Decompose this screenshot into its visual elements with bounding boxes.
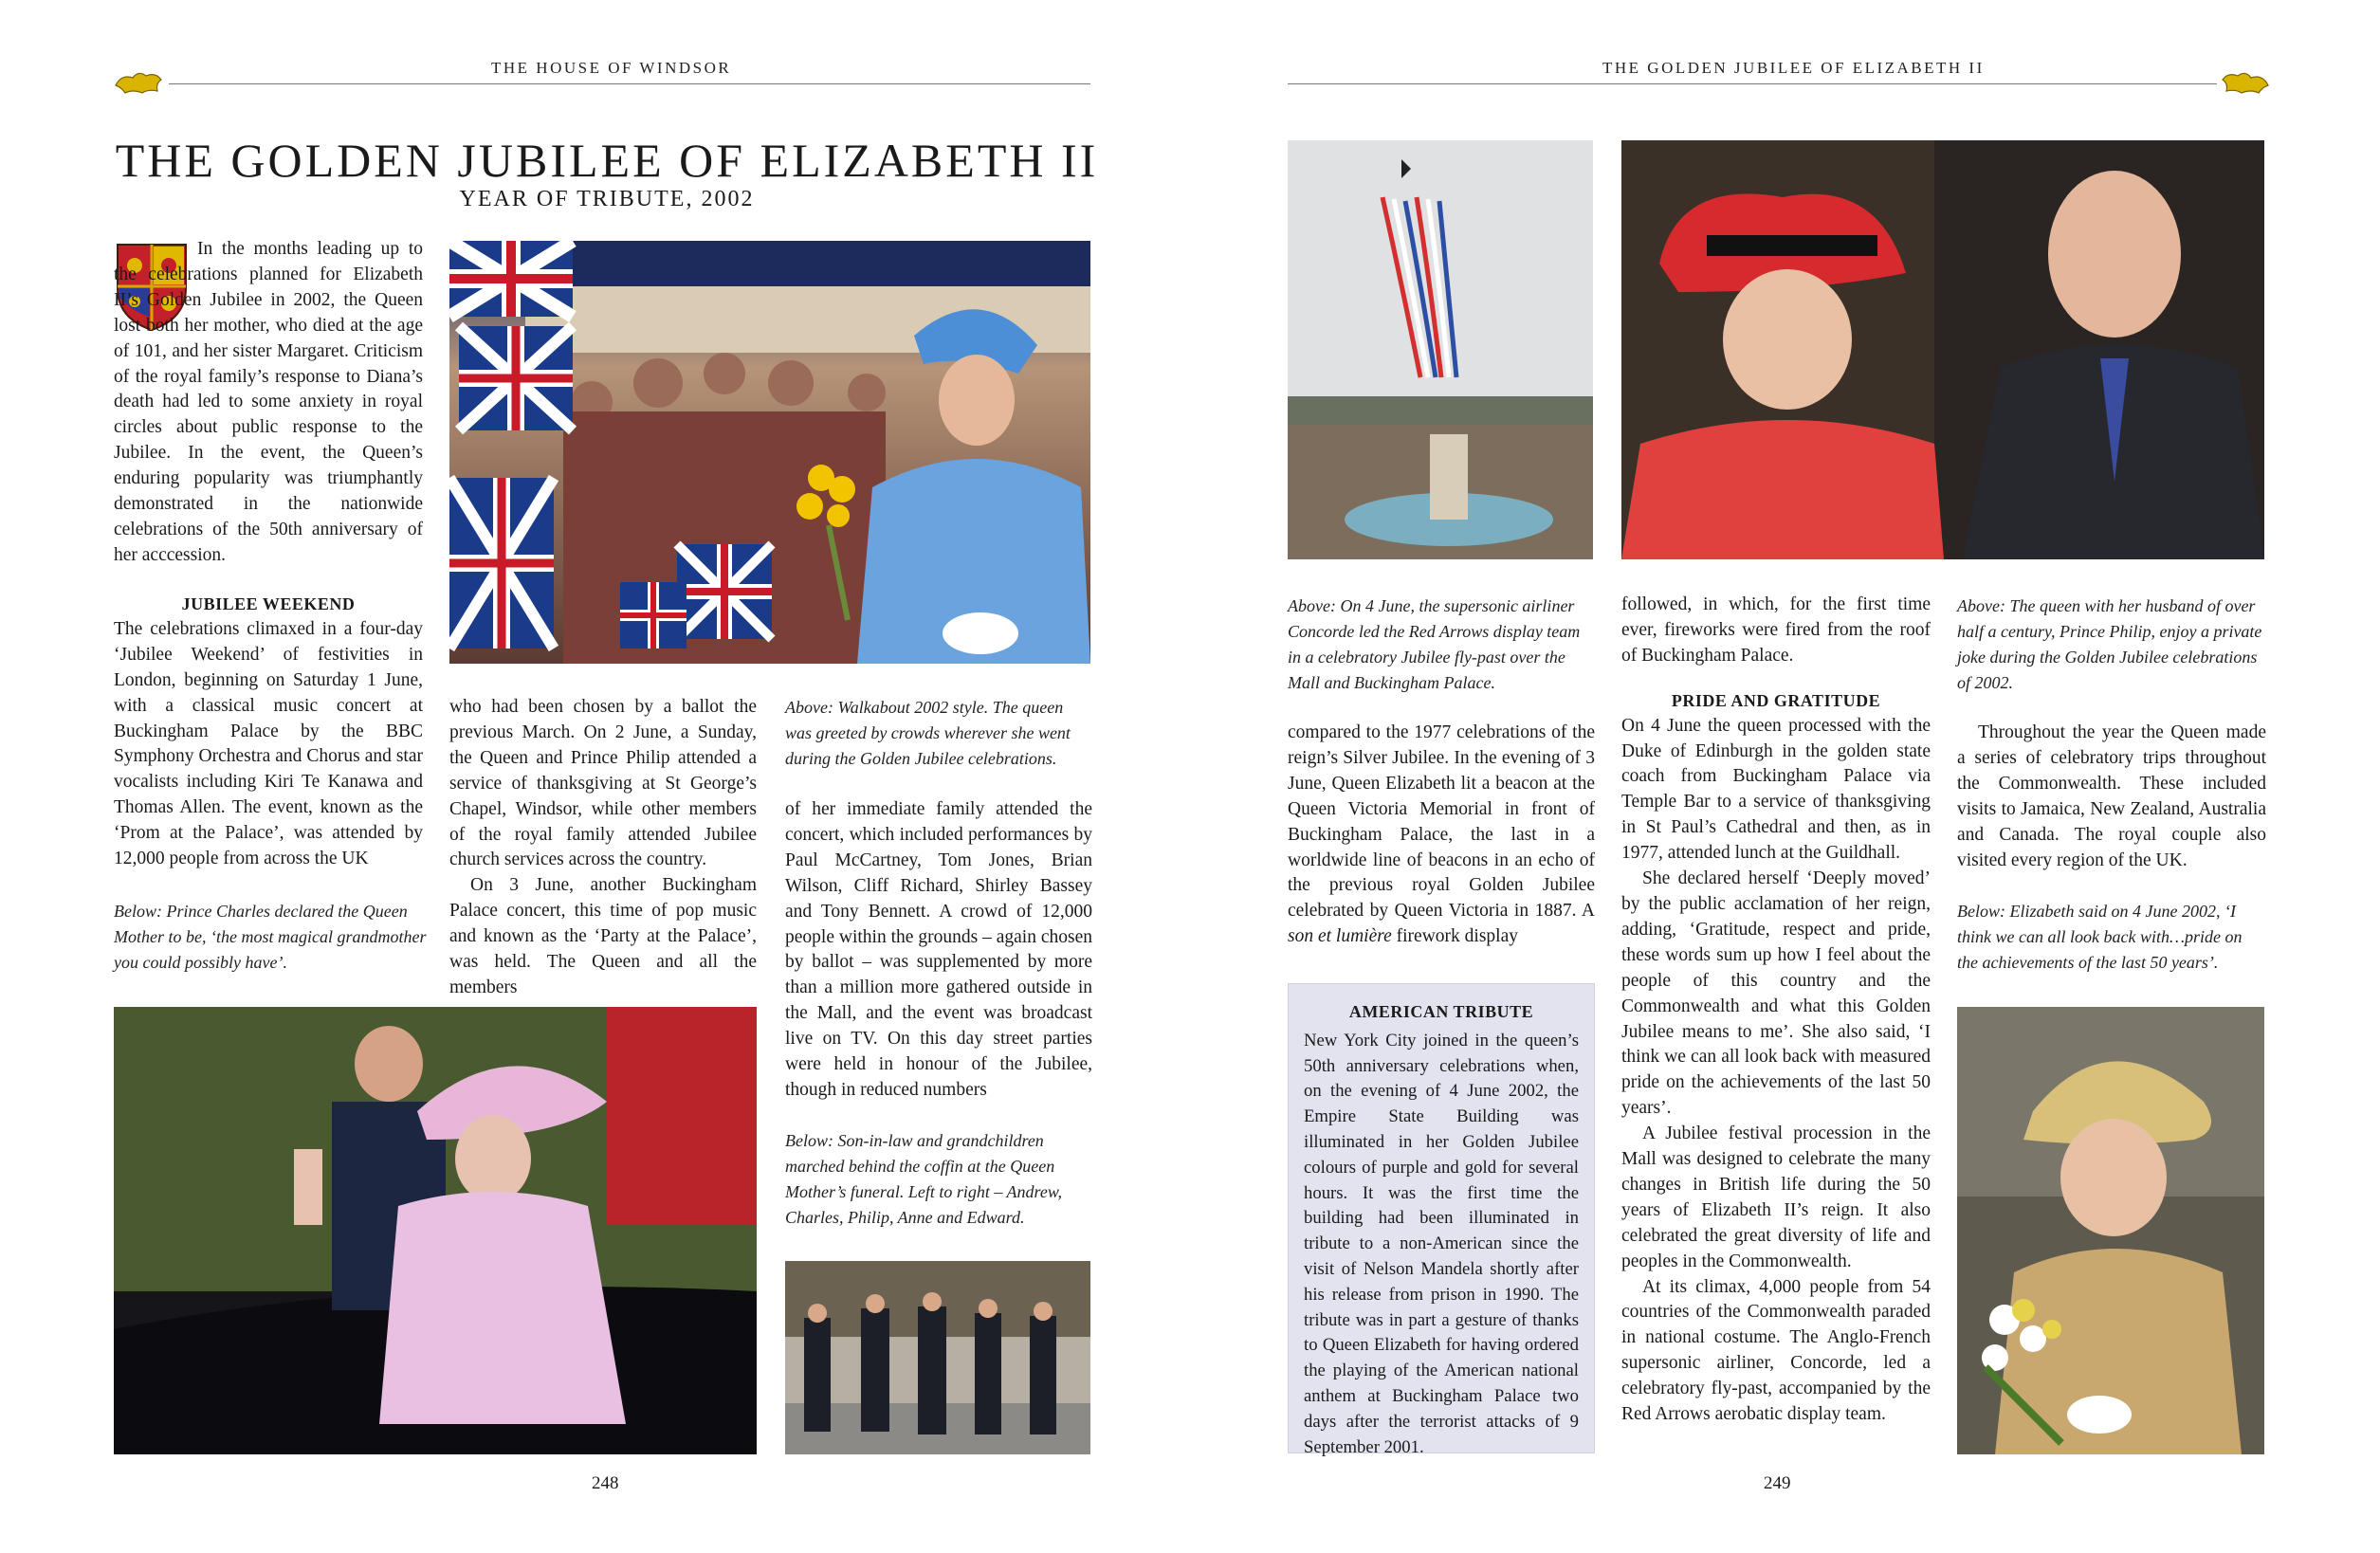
photo-funeral-procession xyxy=(785,1261,1090,1454)
page-number-right: 249 xyxy=(1764,1473,1791,1493)
header-rule-right xyxy=(1288,83,2217,84)
caption-charles: Below: Prince Charles declared the Queen Mother to be, ‘the most magical grandmother you could possibly have’. xyxy=(114,902,427,972)
page-number-left: 248 xyxy=(592,1473,619,1493)
caption-concorde: Above: On 4 June, the supersonic airliner Concorde led the Red Arrows display team in a celebratory Jubilee fly-past over the Mall and Buckingham Palace. xyxy=(1288,596,1581,692)
caption-elizabeth: Below: Elizabeth said on 4 June 2002, ‘I think we can all look back with…pride on the achievements of the last 50 years’. xyxy=(1957,902,2243,972)
right-column-1-text: compared to the 1977 celebrations of the reign’s Silver Jubilee. In the evening of 3 June, Queen Elizabeth lit a beacon at the Queen Victoria Memorial in front of Buckingham Palace, the last in a worldwide line of beacons in an echo of the previous royal Golden Jubilee celebrated by Queen Victoria in 1887. A son et lumière firework display xyxy=(1288,722,1595,947)
caption-walkabout: Above: Walkabout 2002 style. The queen was greeted by crowds wherever she went during the Golden Jubilee celebrations. xyxy=(785,698,1071,768)
photo-elizabeth-flowers xyxy=(1957,1007,2264,1454)
jubilee-weekend-section xyxy=(114,592,423,872)
column-3-text: of her immediate family attended the concert, which included performances by Paul McCartney, Tom Jones, Brian Wilson, Cliff Richard, Shirley Bassey and Tony Bennett. A crowd of 12,000 people within the grounds – again chosen by ballot – was supplemented by more than a million more gathered outside in the Mall, and the event was broadcast live on TV. On this day street parties were held in honour of the Jubilee, though in reduced numbers xyxy=(785,799,1092,1100)
heraldic-lion-icon xyxy=(114,68,163,97)
american-tribute-text: New York City joined in the queen’s 50th anniversary celebrations when, on the evening of 4 June 2002, the Empire State Building was illuminated in her Golden Jubilee colours of purple and gold for several hours. It was the first time the building had been illuminated in tribute to a non-American since the visit of Nelson Mandela shortly after his release from prison in 1990. The tribute was in part a gesture of thanks to Queen Elizabeth for having ordered the playing of the American national anthem at Buckingham Palace two days after the terrorist attacks of 9 September 2001. xyxy=(1304,1030,1579,1457)
american-tribute-box xyxy=(1288,983,1595,1457)
page-subtitle: YEAR OF TRIBUTE, 2002 xyxy=(459,187,755,211)
photo-walkabout xyxy=(449,241,1090,664)
photo-queen-mother-carriage xyxy=(114,1007,757,1454)
jubilee-paragraph-1: The celebrations climaxed in a four-day ‘Jubilee Weekend’ of festivities in London, beginning on Saturday 1 June, with a classical music concert at Buckingham Palace by the BBC Symphony Orchestra and Chorus and star vocalists including Kiri Te Kanawa and Thomas Allen. The event, known as the ‘Prom at the Palace’, was attended by 12,000 people from across the UK xyxy=(114,618,423,869)
running-head-right: THE GOLDEN JUBILEE OF ELIZABETH II xyxy=(1602,59,1985,77)
american-tribute-heading: AMERICAN TRIBUTE xyxy=(1348,1002,1534,1021)
running-head-left: THE HOUSE OF WINDSOR xyxy=(491,59,732,77)
caption-philip: Above: The queen with her husband of over half a century, Prince Philip, enjoy a private joke during the Golden Jubilee celebrations of 2002. xyxy=(1957,596,2262,692)
caption-funeral: Below: Son-in-law and grandchildren marched behind the coffin at the Queen Mother’s funeral. Left to right – Andrew, Charles, Philip, Anne and Edward. xyxy=(785,1131,1063,1227)
pride-gratitude-heading: PRIDE AND GRATITUDE xyxy=(1671,690,1881,710)
right-column-3-text: Throughout the year the Queen made a series of celebratory trips throughout the Commonwealth. These included visits to Jamaica, New Zealand, Australia and Canada. The royal couple also visited every region of the UK. xyxy=(1957,722,2266,870)
right-column-2-text: followed, in which, for the first time ever, fireworks were fired from the roof of Buckingham Palace. PRIDE AND GRATITUDE On 4 June the queen processed with the Duke of Edinburgh in the golden state coach from Buckingham Palace via Temple Bar to a service of thanksgiving in St Paul’s Cathedral and then, as in 1977, attended lunch at the Guildhall. She declared herself ‘Deeply moved’ by the public acclamation of her reign, adding, ‘Gratitude, respect and pride, these words sum up how I feel about the people of this country and the Commonwealth and what this Golden Jubilee means to me’. She also said, ‘I think we can all look back with measured pride on the achievements of the last 50 years’. A Jubilee festival procession in the Mall was designed to celebrate the many changes in British life during the 50 years of Elizabeth II’s reign. It also celebrated the great diversity of life and peoples in the Commonwealth. At its climax, 4,000 people from 54 countries of the Commonwealth paraded in national costume. The Anglo-French supersonic airliner, Concorde, led a celebratory fly-past, accompanied by the Red Arrows aerobatic display team. xyxy=(1621,594,1931,1425)
column-2-text: who had been chosen by a ballot the previous March. On 2 June, a Sunday, the Queen and Prince Philip attended a service of thanksgiving at St George’s Chapel, Windsor, while other members of the royal family attended Jubilee church services across the country. On 3 June, another Buckingham Palace concert, this time of pop music and known as the ‘Party at the Palace’, was held. The Queen and all the members xyxy=(449,697,757,997)
photo-queen-and-philip xyxy=(1621,140,2264,559)
page-title: THE GOLDEN JUBILEE OF ELIZABETH II xyxy=(115,134,1099,187)
jubilee-weekend-heading: JUBILEE WEEKEND xyxy=(181,594,356,613)
heraldic-lion-icon xyxy=(2221,68,2270,97)
intro-paragraph: In the months leading up to the celebrations planned for Elizabeth II’s Golden Jubilee in 2002, the Queen lost both her mother, who died at the age of 101, and her sister Margaret. Criticism of the royal family’s response to Diana’s death had led to some anxiety in royal circles about public response to the Jubilee. In the event, the Queen’s enduring popularity was triumphantly demonstrated in the nationwide celebrations of the 50th anniversary of her acccession. xyxy=(114,239,423,565)
header-rule-left xyxy=(169,83,1090,84)
photo-concorde-flypast xyxy=(1288,140,1593,559)
